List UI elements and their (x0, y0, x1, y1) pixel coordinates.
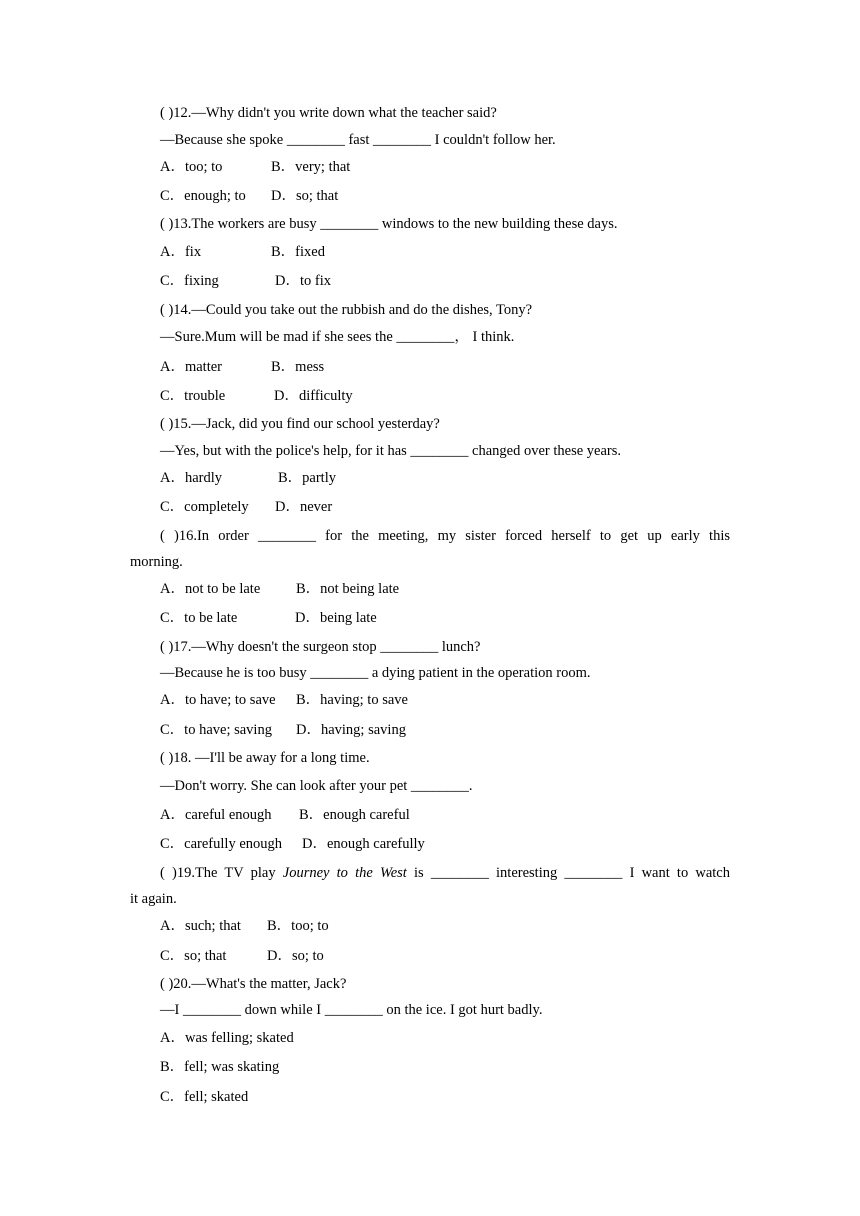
question-12-option-d: D．so; that (271, 188, 339, 204)
question-15-reply: —Yes, but with the police's help, for it has ________ changed over these years. (160, 443, 622, 459)
question-16-options-row2 (160, 608, 730, 628)
question-18-option-c: C．carefully enough (160, 836, 283, 852)
question-19-option-a: A．such; that (160, 918, 241, 934)
question-19-stem-post: is ________ interesting ________ I want to watch (406, 865, 730, 881)
question-14-reply: —Sure.Mum will be mad if she sees the ________， I think. (160, 329, 515, 345)
question-17-option-d: D．having; saving (296, 722, 406, 738)
question-16-option-c: C．to be late (160, 610, 238, 626)
question-13-options-row1 (160, 242, 730, 262)
question-17-stem: ( )17.—Why doesn't the surgeon stop ________ lunch? (160, 639, 481, 655)
question-20-reply: —I ________ down while I ________ on the ice. I got hurt badly. (160, 1002, 543, 1018)
question-18-option-b: B．enough careful (299, 807, 410, 823)
question-17-option-c: C．to have; saving (160, 722, 272, 738)
question-19-option-d: D．so; to (267, 948, 324, 964)
question-14-option-d: D．difficulty (274, 388, 353, 404)
question-13-option-d: D．to fix (275, 273, 331, 289)
question-16-options-row1 (160, 579, 730, 599)
question-13-options-row2 (160, 271, 730, 291)
question-18-stem: ( )18. —I'll be away for a long time. (160, 750, 370, 766)
question-20-option-b: B．fell; was skating (160, 1059, 280, 1075)
question-14-option-c: C．trouble (160, 388, 226, 404)
question-19-stem-line1 (130, 860, 730, 886)
question-16-stem-line2: morning. (130, 554, 183, 570)
question-17-option-a: A．to have; to save (160, 692, 276, 708)
question-12-option-c: C．enough; to (160, 188, 246, 204)
question-20-stem: ( )20.—What's the matter, Jack? (160, 976, 347, 992)
question-16-option-b: B．not being late (296, 581, 400, 597)
question-15-option-d: D．never (275, 499, 333, 515)
question-19-stem-line2: it again. (130, 891, 177, 907)
question-15-option-b: B．partly (278, 470, 336, 486)
question-19-option-c: C．so; that (160, 948, 227, 964)
question-15-option-a: A．hardly (160, 470, 223, 486)
question-15-options-row2 (160, 497, 730, 517)
question-17-reply: —Because he is too busy ________ a dying patient in the operation room. (160, 665, 591, 681)
question-20-option-c: C．fell; skated (160, 1089, 249, 1105)
question-13-option-c: C．fixing (160, 273, 219, 289)
question-18-options-row2 (160, 834, 730, 854)
question-19-option-b: B．too; to (267, 918, 329, 934)
question-12-options-row1 (160, 157, 730, 177)
question-13-option-b: B．fixed (271, 244, 325, 260)
question-12-option-b: B．very; that (271, 159, 351, 175)
question-12-reply: —Because she spoke ________ fast ________ I couldn't follow her. (160, 132, 556, 148)
question-12-options-row2 (160, 186, 730, 206)
question-19-options-row2 (160, 946, 730, 966)
question-19-play-title: Journey to the West (282, 865, 407, 881)
question-19-stem (130, 860, 730, 886)
question-17-option-b: B．having; to save (296, 692, 408, 708)
question-16-option-d: D．being late (295, 610, 377, 626)
question-12-option-a: A．too; to (160, 159, 223, 175)
question-13-option-a: A．fix (160, 244, 202, 260)
question-15-option-c: C．completely (160, 499, 249, 515)
question-17-options-row2 (160, 720, 730, 740)
question-16-stem (130, 523, 730, 549)
question-17-options-row1 (160, 690, 730, 710)
question-15-stem: ( )15.—Jack, did you find our school yesterday? (160, 416, 440, 432)
question-14-stem: ( )14.—Could you take out the rubbish and do the dishes, Tony? (160, 302, 533, 318)
question-14-options-row1 (160, 357, 730, 377)
question-14-option-b: B．mess (271, 359, 325, 375)
question-15-options-row1 (160, 468, 730, 488)
question-19-stem-pre: ( )19.The TV play (160, 865, 283, 881)
question-18-option-d: D．enough carefully (302, 836, 425, 852)
question-18-reply: —Don't worry. She can look after your pet ________. (160, 778, 473, 794)
question-20-option-a: A．was felling; skated (160, 1030, 294, 1046)
question-18-option-a: A．careful enough (160, 807, 272, 823)
question-19-options-row1 (160, 916, 730, 936)
question-14-option-a: A．matter (160, 359, 223, 375)
question-18-options-row1 (160, 805, 730, 825)
question-16-option-a: A．not to be late (160, 581, 261, 597)
question-16-stem-line1: ( )16.In order ________ for the meeting, my sister forced herself to get up early this (160, 528, 730, 544)
question-13-stem: ( )13.The workers are busy ________ windows to the new building these days. (160, 216, 618, 232)
question-12-stem: ( )12.—Why didn't you write down what the teacher said? (160, 105, 497, 121)
question-14-options-row2 (160, 386, 730, 406)
